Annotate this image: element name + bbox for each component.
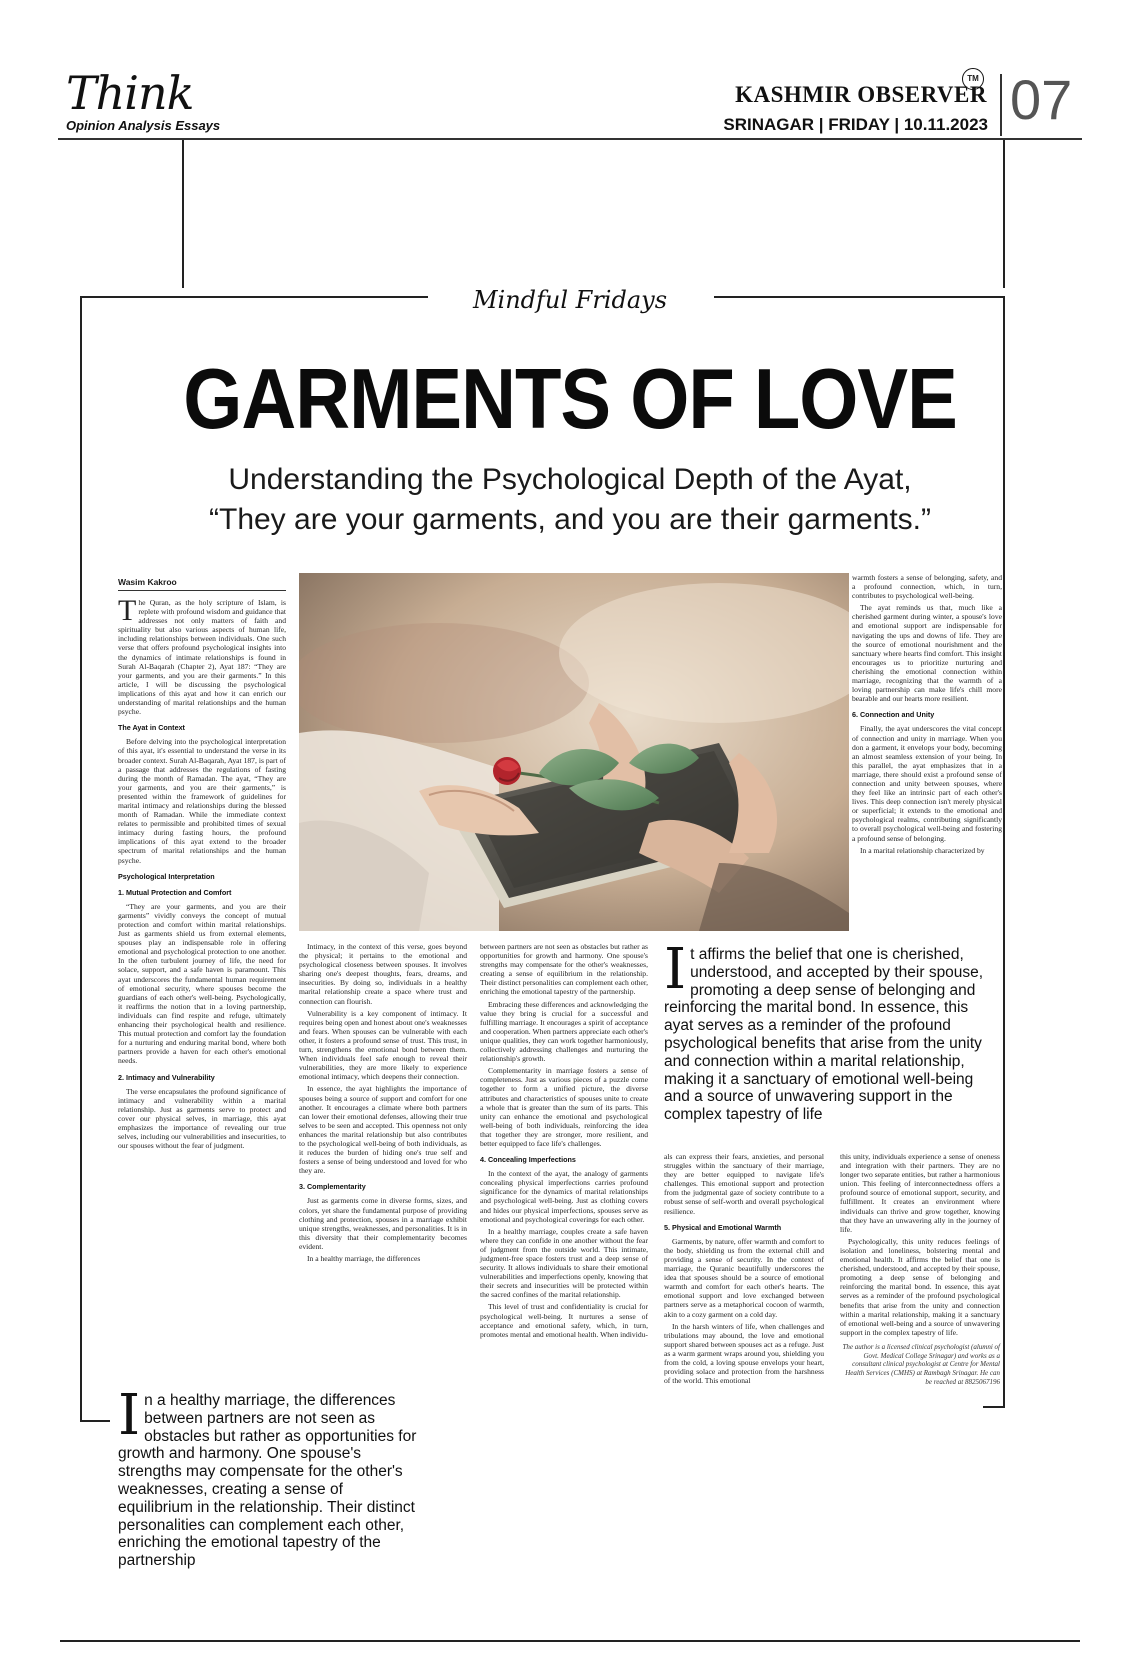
frame-line-left-top (182, 140, 184, 288)
newspaper-name: KASHMIR OBSERVER (735, 82, 987, 107)
masthead-rule (58, 138, 1082, 140)
pull-quote-right (664, 937, 990, 1124)
paragraph: Finally, the ayat underscores the vital concept of connection and unity in marriage. When you don a garment, it envelops your body, becoming an almost seamless extension of your being. In this parallel, the ayat emphasizes that in a marriage, there should exist a profound sense of connection and unity between spouses, where they feel like an intrinsic part of each other's lives. This deep connection isn't merely physical or superficial; it extends to the emotional and psychological realms, contributing significantly to overall psychological well-being and fostering a profound sense of belonging. (852, 724, 1002, 843)
pull-quote-text: n a healthy marriage, the differences between partners are not seen as obstacles but rather as opportunities for growth and harmony. One spouse's strengths may compensate for the other's weaknesses, creating a sense of equilibrium in the relationship. Their distinct personalities can complement each other, enriching the emotional tapestry of the partnership (118, 1392, 417, 1570)
paragraph: he Quran, as the holy scripture of Islam, is replete with profound wisdom and guidance that addresses not only matters of faith and spirituality but also various aspects of human life, including relationships between individuals. One such verse that offers profound psychological insights into the dynamics of intimate relationships is found in Surah Al-Baqarah (Chapter 2), Ayat 187: “They are your garments, and you are their garments.” In this article, I will be discussing the psychological implications of this ayat and how it can enrich our understanding of marital relationships and the human psyche. (118, 598, 286, 717)
paragraph: The verse encapsulates the profound significance of intimacy and vulnerability within a marital relationship. Just as garments serve to protect and cover our physical selves, in marriage, this ayat emphasizes the importance of revealing our true selves, including our vulnerabilities and insecurities, to our spouses without the fear of judgment. (118, 1086, 286, 1151)
frame-corner-left (80, 1420, 110, 1422)
pull-quote-dropcap: I (664, 937, 687, 1002)
photo-hands-quran-rose (299, 573, 849, 931)
paragraph: The ayat reminds us that, much like a cherished garment during winter, a spouse's love and emotional support are indispensable for navigating the ups and downs of life. They are the source of emotional nourishment and the sanctuary where hearts find comfort. This insight encourages us to prioritize nurturing and cherishing the emotional connection within marriage, recognizing that the warmth of a loving partnership can make life's chill more bearable and our hearts more resilient. (852, 603, 1002, 704)
section-title: Think (66, 66, 194, 120)
article-column-3 (480, 942, 648, 1342)
section-tagline: Opinion Analysis Essays (66, 118, 221, 133)
paragraph: Just as garments come in diverse forms, sizes, and colors, yet share the fundamental purpose of providing clothing and protection, spouses in a marriage exhibit unique strengths, weaknesses, and personalities. It is in this diversity that their complementarity becomes evident. (299, 1196, 467, 1251)
subhead-line-2: “They are your garments, and you are their garments.” (209, 503, 931, 536)
paragraph: between partners are not seen as obstacles but rather as opportunities for growth and harmony. One spouse's strengths may compensate for the other's weaknesses, creating a sense of equilibrium in the relationship. Their distinct personalities can complement each other, enriching the emotional tapestry of the partnership. (480, 942, 648, 997)
kicker-rule-left (80, 296, 428, 298)
paragraph: This level of trust and confidentiality is crucial for psychological well-being. It nurtures a sense of acceptance and emotional safety, which, in turn, promotes mental and emotional health. When individu- (480, 1302, 648, 1339)
paragraph: In the context of the ayat, the analogy of garments concealing physical imperfections carries profound significance for the dynamics of marital relationships and psychological well-being. Just as clothing covers and hides our physical imperfections, spouses serve as emotional and psychological coverings for each other. (480, 1169, 648, 1224)
kicker-rule-right (714, 296, 1004, 298)
article-column-4 (664, 1152, 824, 1388)
paragraph: In essence, the ayat highlights the importance of spouses being a source of support and comfort for one another. It encourages a climate where both partners can lower their emotional defenses, allowing their true selves to be seen and accepted. This openness not only enhances the marital relationship but also contributes to the psychological well-being of both individuals, as it reduces the burden of hiding one's true self and fosters a sense of being understood and loved for who they are. (299, 1084, 467, 1176)
subheading: 2. Intimacy and Vulnerability (118, 1072, 215, 1082)
paragraph: “They are your garments, and you are their garments” vividly conveys the concept of mutual protection and comfort within marital relationships. Just as garments shield us from external elements, spouses play an indispensable role in offering emotional and psychological protection to one another. In the often turbulent journey of life, the need for solace, support, and a safe haven is paramount. This ayat underscores the fundamental human requirement of emotional security, where spouses become the guardians of each other's well-being. Psychologically, it reaffirms the notion that in a loving partnership, individuals can find respite and refuge, ultimately enhancing their psychological health and resilience. This mutual protection and comfort lay the foundation for a nurturing and enduring marital bond, where both partners provide a haven for each other's emotional needs. (118, 901, 286, 1066)
frame-line-right-top (1003, 140, 1005, 288)
paragraph: Vulnerability is a key component of intimacy. It requires being open and honest about one's weaknesses and fears. When spouses can be vulnerable with each other, it fosters a profound sense of trust. This trust, in turn, strengthens the emotional bond between them. When individuals feel safe enough to reveal their vulnerabilities, they are more likely to experience emotional intimacy, which deepens their connection. (299, 1008, 467, 1082)
subheading: 3. Complementarity (299, 1182, 366, 1192)
article-photo (299, 573, 849, 931)
pull-quote-left (118, 1383, 418, 1570)
article-column-5-bottom (840, 1152, 1000, 1387)
subheading: 4. Concealing Imperfections (480, 1155, 576, 1165)
paragraph: warmth fosters a sense of belonging, safety, and a profound connection, which, in turn, contributes to psychological well-being. (852, 573, 1002, 601)
article-column-1 (118, 594, 286, 1153)
subheading: The Ayat in Context (118, 723, 185, 733)
byline: Wasim Kakroo (118, 577, 286, 591)
paragraph: In a healthy marriage, couples create a safe haven where they can confide in one another without the fear of judgment from the outside world. This intimate, judgment-free space fosters trust and a deep sense of security. It allows individuals to share their emotional vulnerabilities and imperfections openly, knowing that their secrets and insecurities will be protected within the sacred confines of the marital relationship. (480, 1226, 648, 1300)
subhead-line-1: Understanding the Psychological Depth of the Ayat, (228, 463, 912, 496)
paragraph: Garments, by nature, offer warmth and comfort to the body, shielding us from the external chill and providing a sense of security. In the context of marriage, the Quranic beautifully underscores the idea that spouses should be a source of emotional warmth and comfort for each other's hearts. The emotional support and love exchanged between partners serve as a metaphorical cocoon of warmth, akin to a cozy garment on a cold day. (664, 1236, 824, 1319)
pull-quote-dropcap: I (118, 1383, 141, 1448)
subheading: Psychological Interpretation (118, 871, 215, 881)
paragraph: als can express their fears, anxieties, and personal struggles within the sanctuary of their marriage, they are better equipped to navigate life's challenges. This emotional support and protection from the judgmental gaze of society contribute to a robust sense of self-worth and overall psychological resilience. (664, 1152, 824, 1216)
pull-quote-text: t affirms the belief that one is cherished, understood, and accepted by their spouse, promoting a deep sense of belonging and reinforcing the marital bond. In essence, this ayat serves as a reminder of the profound psychological benefits that arise from the unity and connection within a marital relationship, making it a sanctuary of emotional well-being and a source of unwavering support in the complex tapestry of life (664, 946, 984, 1124)
article-column-2 (299, 942, 467, 1266)
page-bottom-rule (60, 1640, 1080, 1642)
paragraph: Embracing these differences and acknowledging the value they bring is crucial for a successful and fulfilling marriage. It encourages a spirit of acceptance and cooperation. When partners appreciate each other's unique qualities, they can work together harmoniously, collectively addressing challenges and nurturing the relationship's growth. (480, 999, 648, 1064)
paragraph: In the harsh winters of life, when challenges and tribulations may abound, the love and emotional support shared between spouses act as a refuge. Just as a warm garment wraps around you, shielding you from the cold, a loving spouse envelops your heart, providing solace and protection from the harshness of the world. This emotional (664, 1321, 824, 1386)
subheading: 6. Connection and Unity (852, 710, 935, 720)
paragraph: Intimacy, in the context of this verse, goes beyond the physical; it pertains to the emotional and psychological closeness between spouses. It involves sharing one's deepest thoughts, fears, dreams, and insecurities. By doing so, individuals in a healthy marital relationship create a space where trust and connection can flourish. (299, 942, 467, 1006)
dropcap: T (118, 594, 137, 627)
headline: GARMENTS OF LOVE (183, 351, 957, 448)
masthead-divider (1000, 74, 1002, 136)
paragraph: Complementarity in marriage fosters a sense of completeness. Just as various pieces of a puzzle come together to form a unified picture, the diverse attributes and characteristics of spouses unite to create a whole that is greater than the sum of its parts. This unity can enhance the emotional and psychological well-being of both individuals, reinforcing the idea that together they are stronger, more resilient, and better equipped to face life's challenges. (480, 1066, 648, 1148)
paragraph: Before delving into the psychological interpretation of this ayat, it's essential to understand the verse in its broader context. Surah Al-Baqarah, Ayat 187, is part of a passage that addresses the regulations of fasting during the month of Ramadan. The ayat, “They are your garments, and you are their garments,” is presented within the framework of guidelines for marital intimacy and relationships during the blessed month of Ramadan. While the immediate context relates to permissible and prohibited times of sexual intimacy during fasting hours, the profound implications of this ayat extend to the broader spectrum of marital relationships and the human psyche. (118, 737, 286, 865)
subheading: 1. Mutual Protection and Comfort (118, 887, 232, 897)
subheading: 5. Physical and Emotional Warmth (664, 1222, 782, 1232)
frame-corner-right (983, 1406, 1004, 1408)
article-column-5-top (852, 573, 1002, 858)
subhead (80, 460, 1060, 540)
paragraph: In a healthy marriage, the differences (307, 1254, 421, 1263)
paragraph: this unity, individuals experience a sense of oneness and integration with their partners. They are no longer two separate entities, but rather a harmonious union. This feeling of interconnectedness offers a profound source of emotional support, security, and fulfillment. It creates an environment where individuals can thrive and grow together, knowing that they have an unwavering ally in the journey of life. (840, 1152, 1000, 1234)
paragraph: In a marital relationship characterized by (860, 845, 985, 855)
dateline: SRINAGAR | FRIDAY | 10.11.2023 (723, 115, 988, 134)
kicker: Mindful Fridays (472, 286, 668, 314)
page-number: 07 (1010, 68, 1073, 131)
trademark-icon: TM (962, 68, 984, 90)
paragraph: Psychologically, this unity reduces feelings of isolation and loneliness, bolstering mental and emotional health. It affirms the belief that one is cherished, understood, and accepted by their spouse, promoting a deep sense of belonging and reinforcing the marital bond. In essence, this ayat serves as a reminder of the profound psychological benefits that arise from the unity and connection within a marital relationship, making it a sanctuary of emotional well-being and a source of unwavering support in the complex tapestry of life. (840, 1236, 1000, 1337)
author-bio: The author is a licensed clinical psychologist (alumni of Govt. Medical College Srinagar) and works as a consultant clinical psychologist at Centre for Mental Health Services (CMHS) at Rambagh Srinagar. He can be reached at 8825067196 (842, 1342, 1000, 1387)
